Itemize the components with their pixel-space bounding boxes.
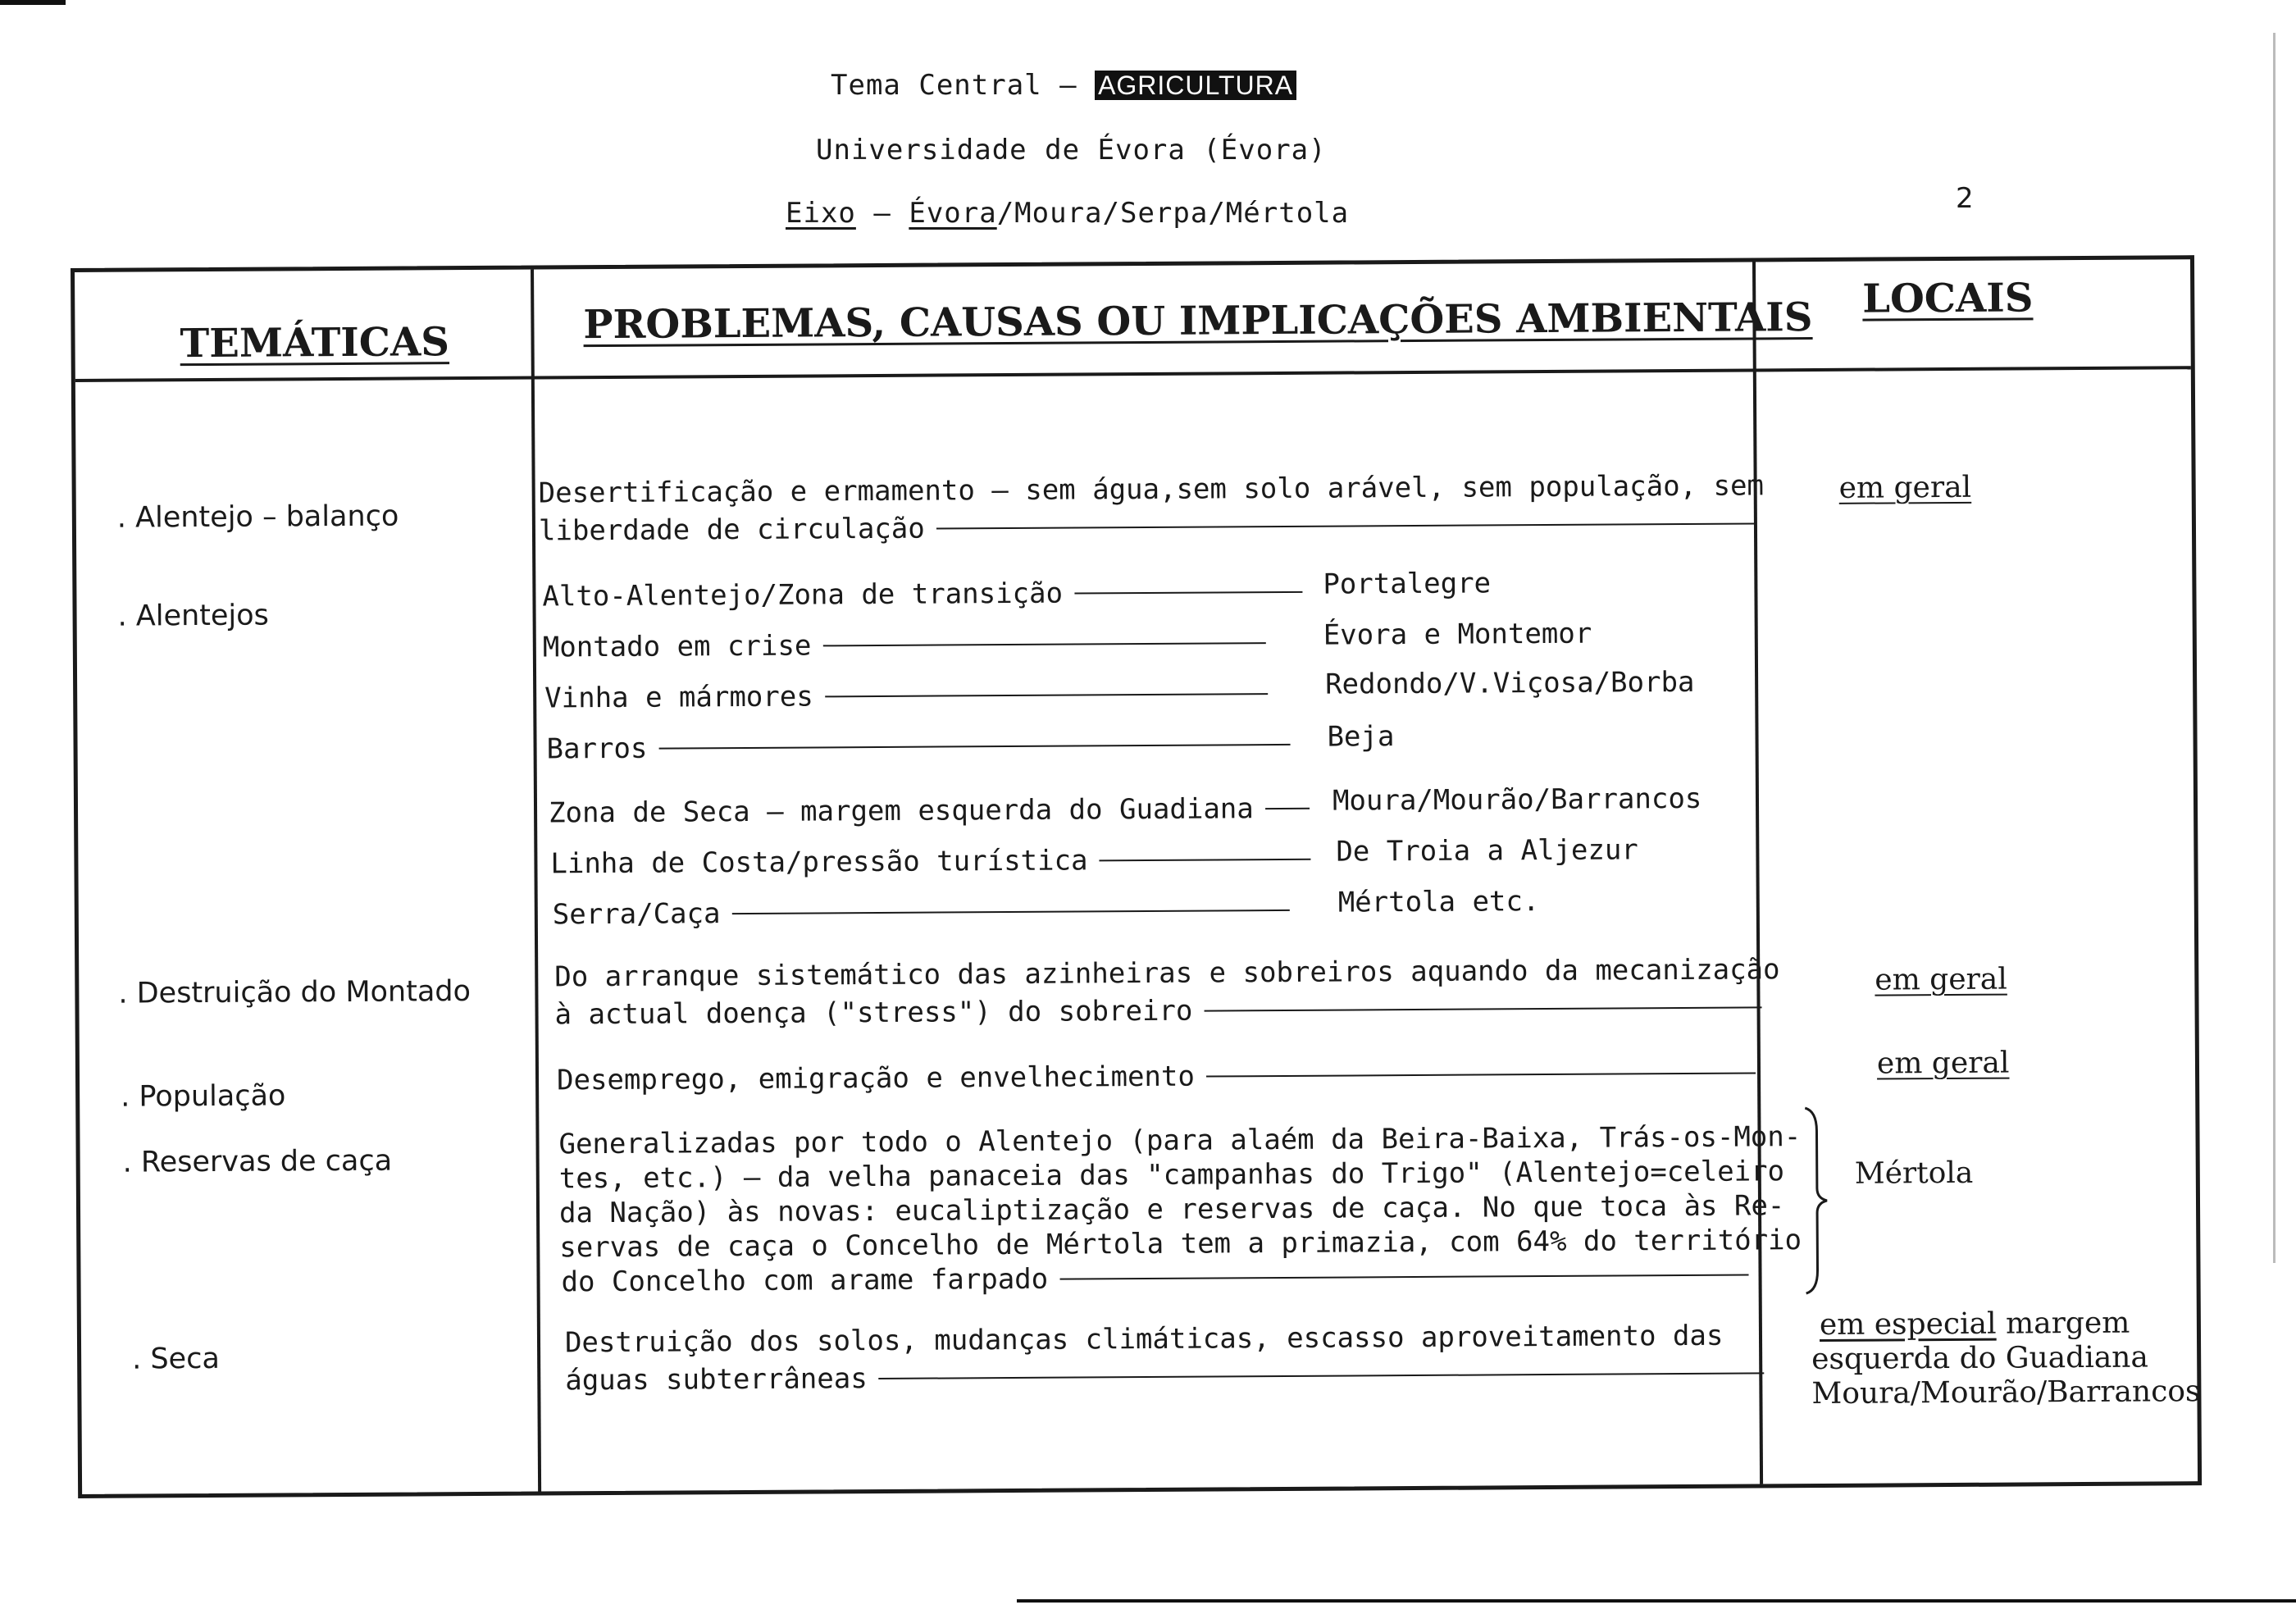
problem-alentejos-row <box>542 573 1302 616</box>
theme-populacao: . População <box>121 1079 286 1114</box>
column-header-locais: LOCAIS <box>1862 275 2034 322</box>
local-seca-line-1 <box>1820 1306 2130 1342</box>
problem-alentejos-text: Zona de Seca – margem esquerda do Guadiana <box>548 792 1254 830</box>
scan-mark-top-left <box>0 0 66 5</box>
scan-mark-bottom <box>1017 1599 2296 1603</box>
problem-seca-line-2-text: águas subterrâneas <box>565 1362 868 1397</box>
header-axis-first: Évora <box>909 197 997 230</box>
leader-dash <box>658 743 1290 749</box>
header-axis <box>786 197 1349 230</box>
problem-seca-line-2 <box>565 1354 1765 1399</box>
leader-dash <box>1265 807 1310 809</box>
problem-reservas-line-2: tes, etc.) – da velha panaceia das "campanhas do Trigo" (Alentejo=celeiro <box>558 1155 1785 1196</box>
leader-dash <box>879 1372 1765 1379</box>
problem-seca-line-1: Destruição dos solos, mudanças climáticas, escasso aproveitamento das <box>564 1319 1724 1360</box>
problem-reservas-line-1: Generalizadas por todo o Alentejo (para alaém da Beira-Baixa, Trás-os-Mon- <box>558 1120 1802 1161</box>
header-axis-label: Eixo <box>786 197 856 230</box>
local-balanco: em geral <box>1838 470 1972 505</box>
problem-reservas-line-4: servas de caça o Concelho de Mértola tem a primazia, com 64% do território <box>559 1224 1802 1265</box>
leader-dash <box>1074 590 1302 594</box>
local-montado: em geral <box>1875 962 2007 997</box>
place-moura: Moura/Mourão/Barrancos <box>1332 782 1702 818</box>
place-beja: Beja <box>1327 720 1395 754</box>
problem-alentejos-row <box>549 790 1310 832</box>
problem-populacao-text: Desemprego, emigração e envelhecimento <box>556 1060 1196 1097</box>
leader-dash <box>825 693 1268 697</box>
page-number: 2 <box>1956 182 1974 215</box>
problem-montado-line-2 <box>554 988 1761 1033</box>
header-university: Universidade de Évora (Évora) <box>816 134 1327 166</box>
local-seca-line-2: esquerda do Guadiana <box>1811 1340 2149 1377</box>
leader-dash <box>732 909 1290 914</box>
local-seca-margem: margem <box>1996 1306 2130 1341</box>
problem-balanco-line-2-text: liberdade de circulação <box>538 512 925 548</box>
leader-dash <box>1206 1072 1756 1077</box>
problem-reservas-line-5-text: do Concelho com arame farpado <box>561 1262 1049 1299</box>
problem-montado-line-1: Do arranque sistemático das azinheiras e sobreiros aquando da mecanização <box>554 953 1780 994</box>
problem-alentejos-text: Vinha e mármores <box>544 680 813 715</box>
problem-alentejos-row <box>544 675 1268 717</box>
header-axis-rest: /Moura/Serpa/Mértola <box>996 197 1350 230</box>
problem-balanco-line-2 <box>539 504 1756 549</box>
place-portalegre: Portalegre <box>1323 567 1492 601</box>
problem-alentejos-row <box>550 841 1310 883</box>
theme-alentejo-balanco: . Alentejo – balanço <box>116 499 399 535</box>
place-redondo: Redondo/V.Viçosa/Borba <box>1325 665 1695 701</box>
place-evora-montemor: Évora e Montemor <box>1323 617 1592 652</box>
column-divider-2 <box>1752 262 1763 1484</box>
problem-alentejos-text: Serra/Caça <box>552 897 721 932</box>
leader-dash <box>822 642 1265 646</box>
leader-dash <box>1099 858 1310 861</box>
problem-balanco-line-1: Desertificação e ermamento – sem água,sem solo arável, sem população, sem <box>538 469 1765 510</box>
problem-reservas-line-5 <box>561 1256 1748 1302</box>
header-theme <box>831 69 1296 102</box>
problem-alentejos-text: Alto-Alentejo/Zona de transição <box>542 577 1064 613</box>
leader-dash <box>936 522 1756 529</box>
right-brace-icon <box>1802 1106 1835 1295</box>
theme-seca: . Seca <box>132 1342 220 1376</box>
scan-mark-right <box>2273 33 2276 1263</box>
theme-destruicao-montado: . Destruição do Montado <box>118 975 472 1010</box>
leader-dash <box>1204 1006 1761 1011</box>
problem-populacao <box>557 1054 1756 1099</box>
theme-alentejos: . Alentejos <box>117 599 269 633</box>
problem-alentejos-row <box>553 891 1290 933</box>
column-header-tematicas: TEMÁTICAS <box>180 319 450 367</box>
column-header-problemas: PROBLEMAS, CAUSAS OU IMPLICAÇÕES AMBIENTAIS <box>583 294 1813 349</box>
header-theme-prefix: Tema Central – <box>831 69 1077 102</box>
problem-alentejos-row <box>546 726 1290 768</box>
local-populacao: em geral <box>1876 1046 2010 1081</box>
header-theme-highlight: AGRICULTURA <box>1095 71 1296 100</box>
column-divider-1 <box>531 270 541 1492</box>
local-seca-line-3: Moura/Mourão/Barrancos <box>1811 1375 2201 1411</box>
problem-reservas-line-3: da Nação) às novas: eucaliptização e reservas de caça. No que toca às Re- <box>558 1189 1785 1230</box>
problem-alentejos-text: Barros <box>546 732 648 766</box>
problem-alentejos-row <box>543 624 1266 666</box>
place-troia: De Troia a Aljezur <box>1336 833 1638 869</box>
problem-montado-line-2-text: à actual doença ("stress") do sobreiro <box>554 994 1193 1032</box>
place-mertola-etc: Mértola etc. <box>1337 885 1540 919</box>
problem-alentejos-text: Linha de Costa/pressão turística <box>550 844 1088 881</box>
header-axis-sep: – <box>873 197 891 230</box>
problem-alentejos-text: Montado em crise <box>542 629 812 664</box>
theme-reservas-caca: . Reservas de caça <box>122 1144 393 1179</box>
local-seca-em-especial: em especial <box>1819 1306 1997 1342</box>
table-frame <box>71 255 2202 1498</box>
header-divider <box>75 366 2191 382</box>
local-reservas: Mértola <box>1854 1156 1974 1191</box>
leader-dash <box>1059 1274 1748 1279</box>
